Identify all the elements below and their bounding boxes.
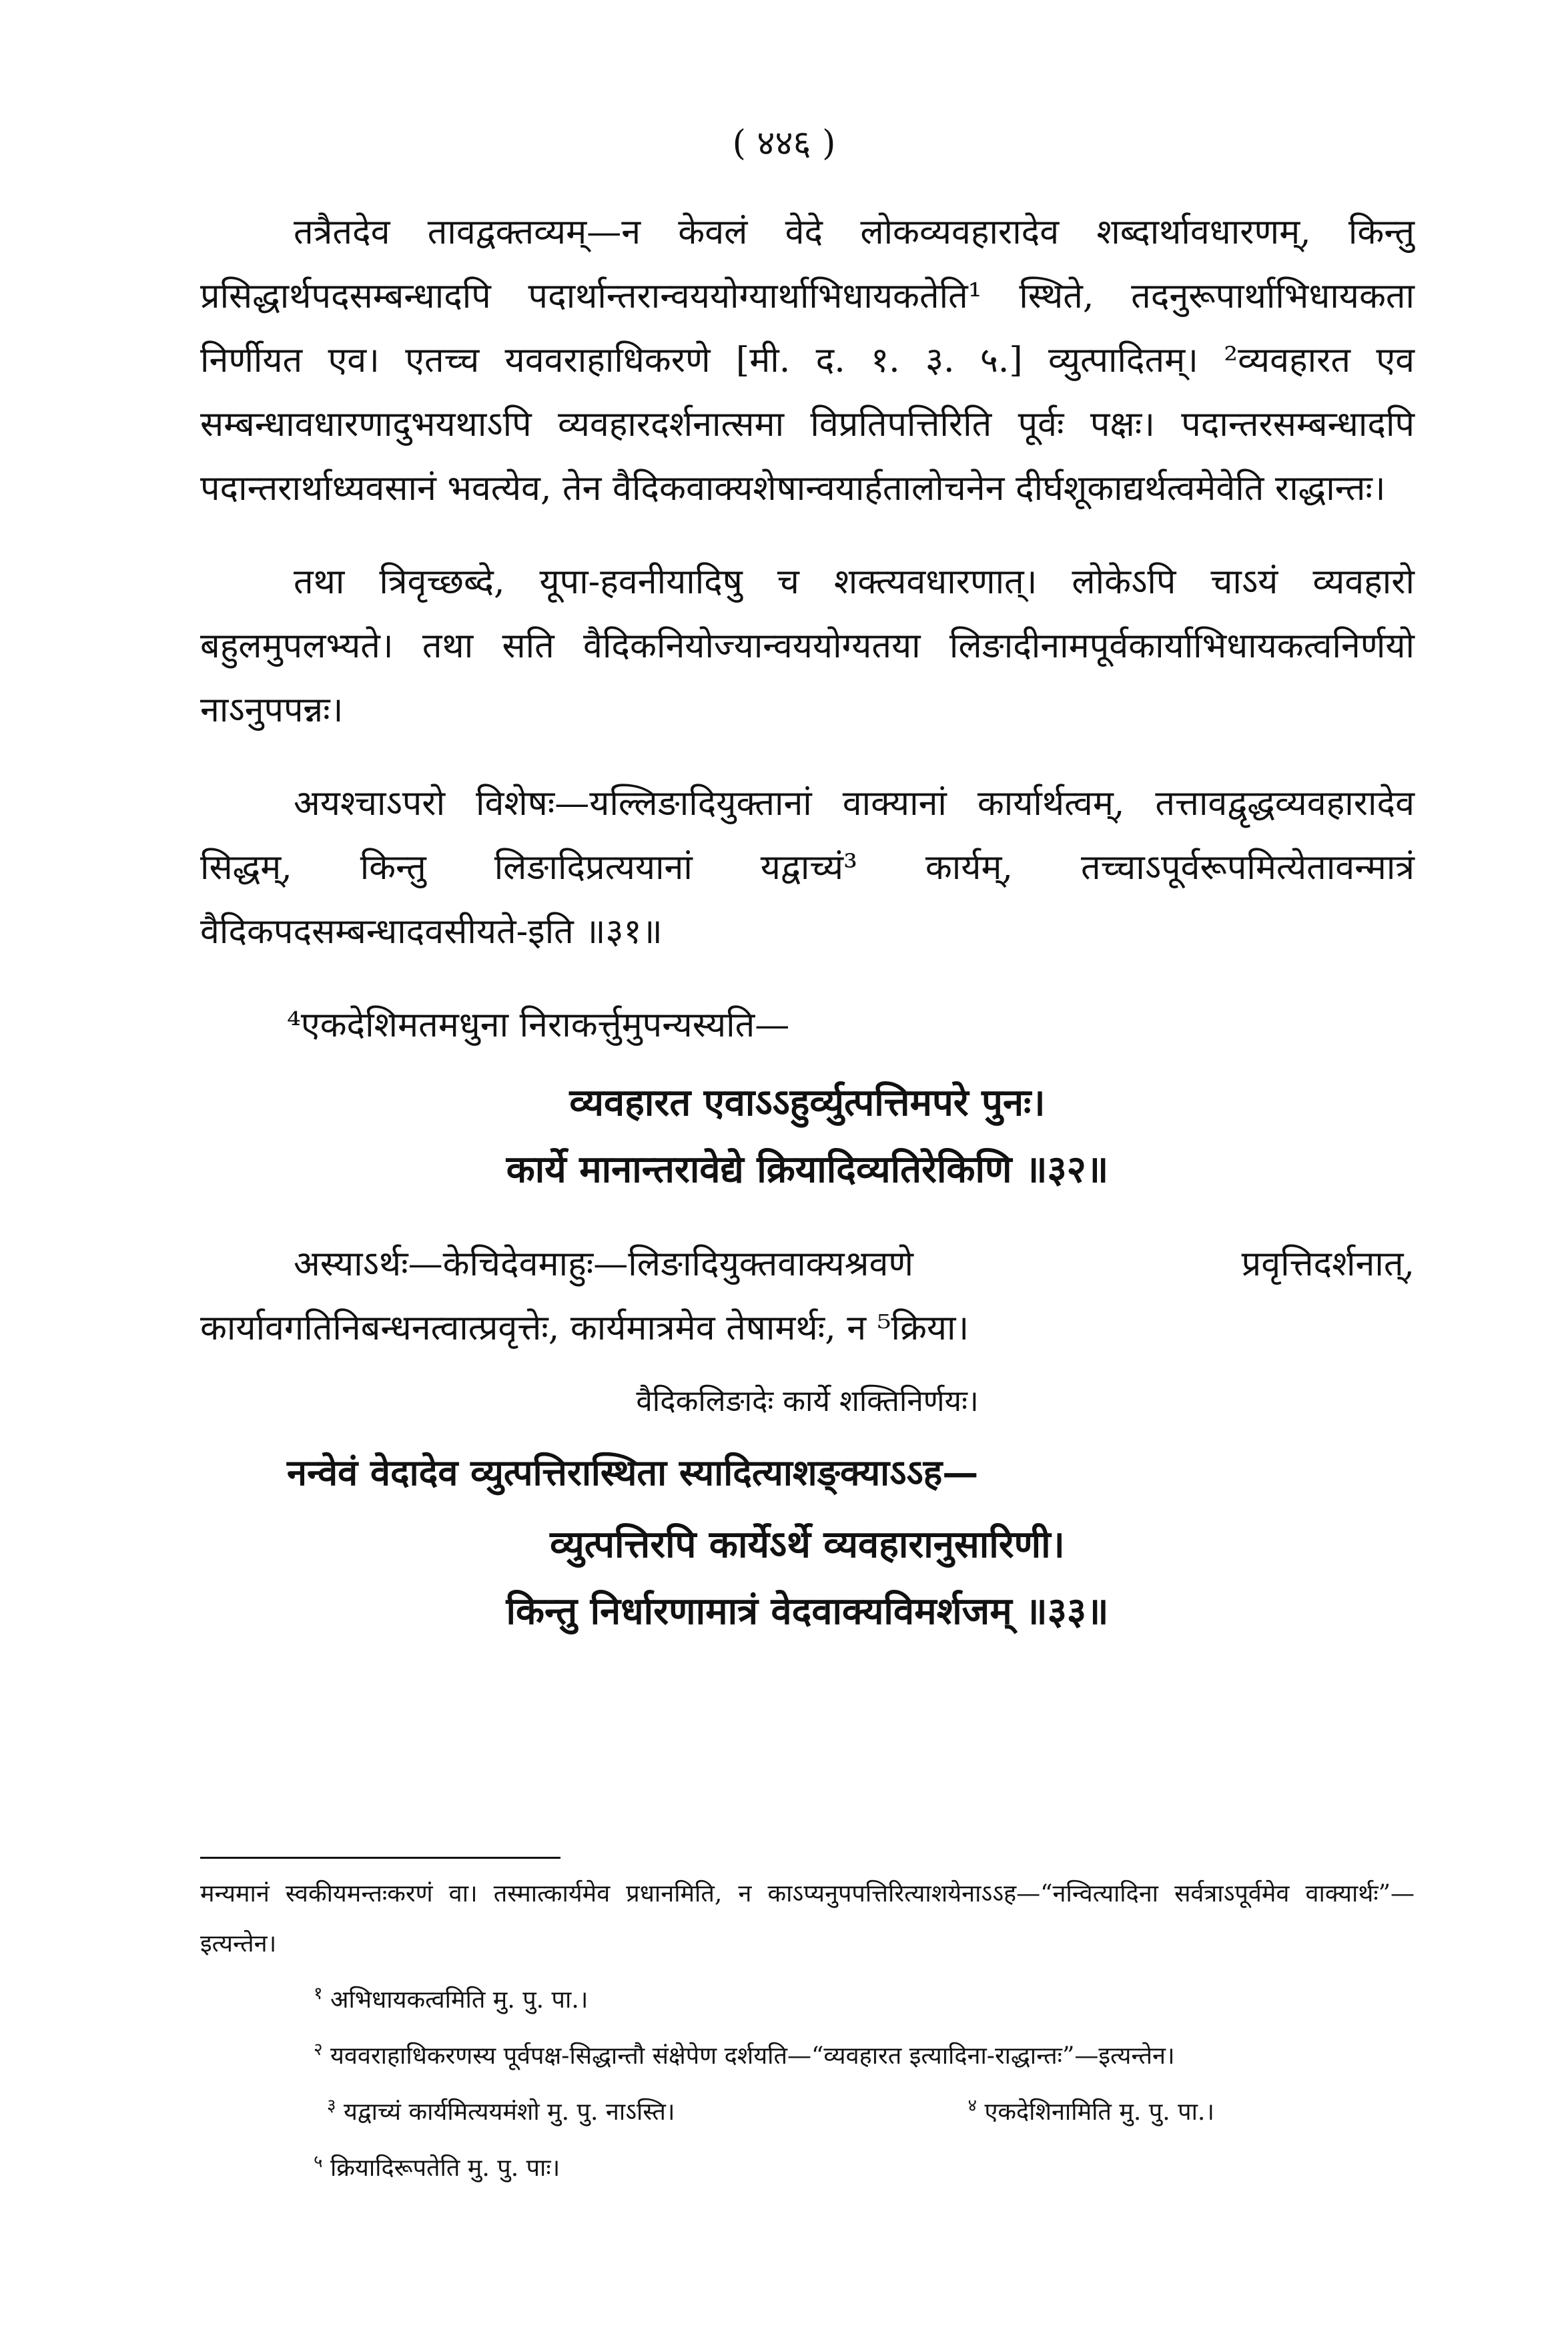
verse-32-line-2: कार्ये मानान्तरावेद्ये क्रियादिव्यतिरेकिणि ॥३२॥ [506,1147,1109,1191]
footnote-3 [327,2081,675,2137]
footnote-2-marker: २ [314,2040,323,2060]
footnote-5 [200,2137,1415,2193]
footnote-5-text: क्रियादिरूपतेति मु. पु. पाः। [330,2154,560,2182]
main-text [200,200,1415,1645]
verse-32-intro: ⁴एकदेशिमतमधुना निराकर्त्तुमुपन्यस्यति— [287,1005,790,1045]
footnote-3-marker: ३ [327,2096,336,2116]
paragraph-1: तत्रैतदेव तावद्वक्तव्यम्—न केवलं वेदे लोकव्यवहारादेव शब्दार्थावधारणम्, किन्तु प्रसिद्धार्थपदसम्बन्धादपि पदार्थान्तरान्वययोग्यार्थाभिधायकतेति¹ स्थिते, तदनुरूपार्थाभिधायकता निर्णीयत एव। एतच्च यववराहाधिकरणे [मी. द. १. ३. ५.] व्युत्पादितम्। ²व्यवहारत एव सम्बन्धावधारणादुभयथाऽपि व्यवहारदर्शनात्समा विप्रतिपत्तिरिति पूर्वः पक्षः। पदान्तरसम्बन्धादपि पदान्तरार्थाध्यवसानं भवत्येव, तेन वैदिकवाक्यशेषान्वयार्हतालोचनेन दीर्घशूकाद्यर्थत्वमेवेति राद्धान्तः। [200,212,1415,509]
footnote-row-3-4 [200,2081,1415,2137]
footnote-1-marker: १ [314,1984,323,2004]
page-number: ( ४४६ ) [732,123,836,164]
verse-32-commentary: अस्याऽर्थः—केचिदेवमाहुः—लिङादियुक्तवाक्यश्रवणे प्रवृत्तिदर्शनात्, कार्यावगतिनिबन्धनत्वात्प्रवृत्तेः, कार्यमात्रमेव तेषामर्थः, न ⁵क्रिया। [200,1244,1415,1348]
footnote-continuation: मन्यमानं स्वकीयमन्तःकरणं वा। तस्मात्कार्यमेव प्रधानमिति, न काऽप्यनुपपत्तिरित्याशयेनाऽऽह—“नन्वित्यादिना सर्वत्राऽपूर्वमेव वाक्यार्थः”—इत्यन्तेन। [200,1880,1415,1958]
verse-33-intro: नन्वेवं वेदादेव व्युत्पत्तिरास्थिता स्यादित्याशङ्क्याऽऽह— [287,1451,979,1494]
verse-33-line-1: व्युत्पत्तिरपि कार्येऽर्थे व्यवहारानुसारिणी। [550,1522,1065,1566]
footnote-4-text: एकदेशिनामिति मु. पु. पा.। [984,2098,1214,2126]
footnote-3-text: यद्वाच्यं कार्यमित्ययमंशो मु. पु. नाऽस्ति। [343,2098,675,2126]
verse-33 [200,1511,1415,1645]
verse-33-line-2: किन्तु निर्धारणामात्रं वेदवाक्यविमर्शजम् ॥३३॥ [506,1589,1109,1633]
footnotes [200,1869,1415,2193]
verse-32-summary: वैदिकलिङादेः कार्ये शक्तिनिर्णयः। [636,1384,979,1418]
verse-32-line-1: व्यवहारत एवाऽऽहुर्व्युत्पत्तिमपरे पुनः। [569,1081,1046,1125]
footnote-4-marker: ४ [967,2096,977,2116]
footnote-divider [200,1857,560,1859]
footnote-2 [200,2025,1415,2081]
paragraph-2: तथा त्रिवृच्छब्दे, यूपा-हवनीयादिषु च शक्त्यवधारणात्। लोकेऽपि चाऽयं व्यवहारो बहुलमुपलभ्यते। तथा सति वैदिकनियोज्यान्वययोग्यतया लिङादीनामपूर्वकार्याभिधायकत्वनिर्णयो नाऽनुपपन्नः। [200,562,1415,730]
footnote-1 [200,1969,1415,2025]
footnote-2-text: यववराहाधिकरणस्य पूर्वपक्ष-सिद्धान्तौ संक्षेपेण दर्शयति—“व्यवहारत इत्यादिना-राद्धान्तः”—इत्यन्तेन। [330,2042,1175,2070]
footnote-5-marker: ५ [314,2152,323,2172]
footnote-1-text: अभिधायकत्वमिति मु. पु. पा.। [330,1986,589,2014]
footnote-4 [967,2081,1214,2137]
paragraph-3: अयश्चाऽपरो विशेषः—यल्लिङादियुक्तानां वाक्यानां कार्यार्थत्वम्, तत्तावद्वृद्धव्यवहारादेव सिद्धम्, किन्तु लिङादिप्रत्ययानां यद्वाच्यं³ कार्यम्, तच्चाऽपूर्वरूपमित्येतावन्मात्रं वैदिकपदसम्बन्धादवसीयते-इति ॥३१॥ [200,784,1415,952]
verse-32 [200,1069,1415,1203]
